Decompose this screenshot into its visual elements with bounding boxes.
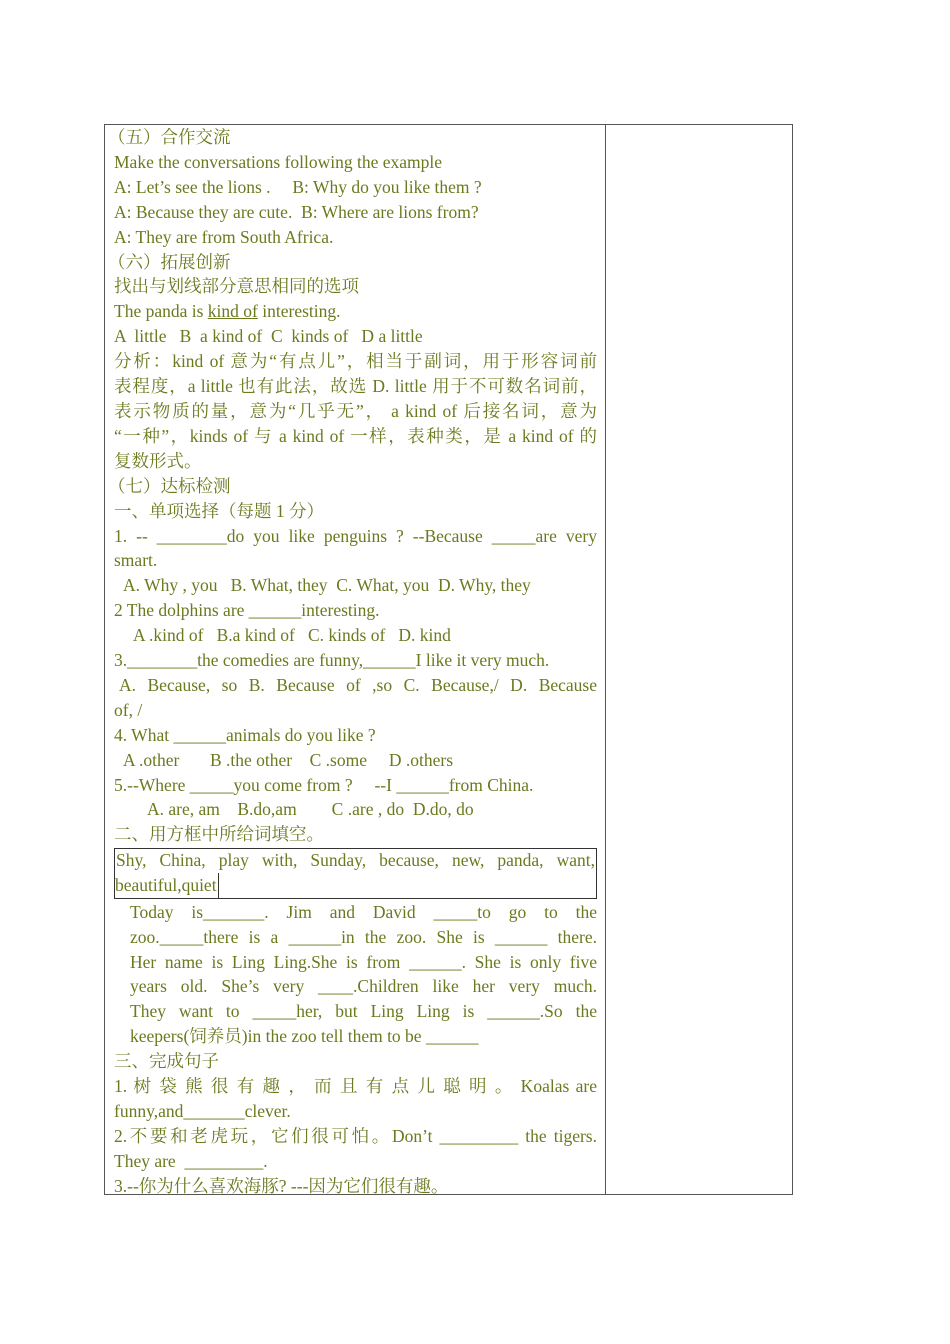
part-2-heading: 二、用方框中所给词填空。 (114, 824, 324, 845)
question-3-options: A. Because, so B. Because of ,so C. Because,/ D. Because (119, 674, 597, 695)
question-4: 4. What ______animals do you like ? (114, 724, 376, 745)
passage-line: years old. She’s very ____.Children like her very much. (130, 976, 597, 997)
question-2: 2 The dolphins are ______interesting. (114, 600, 380, 621)
completion-2-cont: They are _________. (114, 1150, 268, 1171)
s5-line: A: They are from South Africa. (114, 226, 334, 247)
analysis-line: 分析：kind of 意为“有点儿”，相当于副词，用于形容词前 (114, 351, 597, 372)
passage-line: They want to _____her, but Ling Ling is ______.So the (130, 1001, 597, 1022)
s6-options: A little B a kind of C kinds of D a little (114, 326, 423, 347)
completion-3: 3.--你为什么喜欢海豚? ---因为它们很有趣。 (114, 1175, 449, 1194)
passage-line: keepers(饲养员)in the zoo tell them to be ______ (130, 1026, 479, 1047)
question-3: 3.________the comedies are funny,______I like it very much. (114, 650, 550, 671)
analysis-line: 复数形式。 (114, 450, 202, 471)
s5-line: Make the conversations following the example (114, 151, 443, 172)
lesson-table (104, 124, 793, 1195)
passage-line: Her name is Ling Ling.She is from ______. She is only five (130, 951, 597, 972)
word-box-line: Shy, China, play with, Sunday, because, new, panda, want, (116, 850, 595, 871)
section-7-heading: （七）达标检测 (108, 475, 231, 496)
question-2-options: A .kind of B.a kind of C. kinds of D. kind (133, 625, 451, 646)
question-1-cont: smart. (114, 550, 158, 571)
part-1-heading: 一、单项选择（每题 1 分） (114, 500, 324, 521)
underlined-phrase: kind of (207, 301, 258, 322)
analysis-line: 表程度，a little 也有此法，故选 D. little 用于不可数名词前， (114, 376, 597, 397)
section-5-heading: （五）合作交流 (108, 127, 231, 147)
completion-2: 2.不要和老虎玩，它们很可怕。Don’t _________ the tigers. (114, 1125, 597, 1146)
s5-line: A: Because they are cute. B: Where are lions from? (114, 201, 479, 222)
notes-cell (606, 125, 792, 1194)
analysis-line: 表示物质的量，意为“几乎无”， a kind of 后接名词，意为 (114, 400, 597, 421)
question-5: 5.--Where _____you come from ? --I ______from China. (114, 774, 534, 795)
completion-1-cont: funny,and_______clever. (114, 1100, 291, 1121)
question-1-options: A. Why , you B. What, they C. What, you D. Why, they (123, 575, 531, 596)
s5-line: A: Let’s see the lions . B: Why do you like them ? (114, 176, 482, 197)
content-cell (105, 125, 606, 1194)
word-box (114, 848, 597, 898)
section-6-heading: （六）拓展创新 (108, 251, 231, 272)
question-1: 1. -- ________do you like penguins ? --Because _____are very (114, 525, 597, 546)
question-5-options: A. are, am B.do,am C .are , do D.do, do (147, 799, 474, 820)
part-3-heading: 三、完成句子 (114, 1051, 219, 1072)
s6-task: 找出与划线部分意思相同的选项 (114, 276, 359, 297)
s6-sentence: The panda is kind of interesting. (114, 301, 341, 322)
passage-line: zoo._____there is a ______in the zoo. She is ______ there. (130, 926, 597, 947)
analysis-line: “一种”，kinds of 与 a kind of 一样，表种类，是 a kind of 的 (114, 425, 597, 446)
passage-line: Today is_______. Jim and David _____to go to the (130, 901, 597, 922)
word-box-line: beautiful,quiet (115, 873, 219, 898)
question-4-options: A .other B .the other C .some D .others (123, 749, 454, 770)
question-3-cont: of, / (114, 699, 143, 720)
completion-1: 1. 树 袋 熊 很 有 趣 ， 而 且 有 点 儿 聪 明 。 Koalas are (114, 1076, 597, 1097)
fill-in-passage (114, 900, 597, 1049)
